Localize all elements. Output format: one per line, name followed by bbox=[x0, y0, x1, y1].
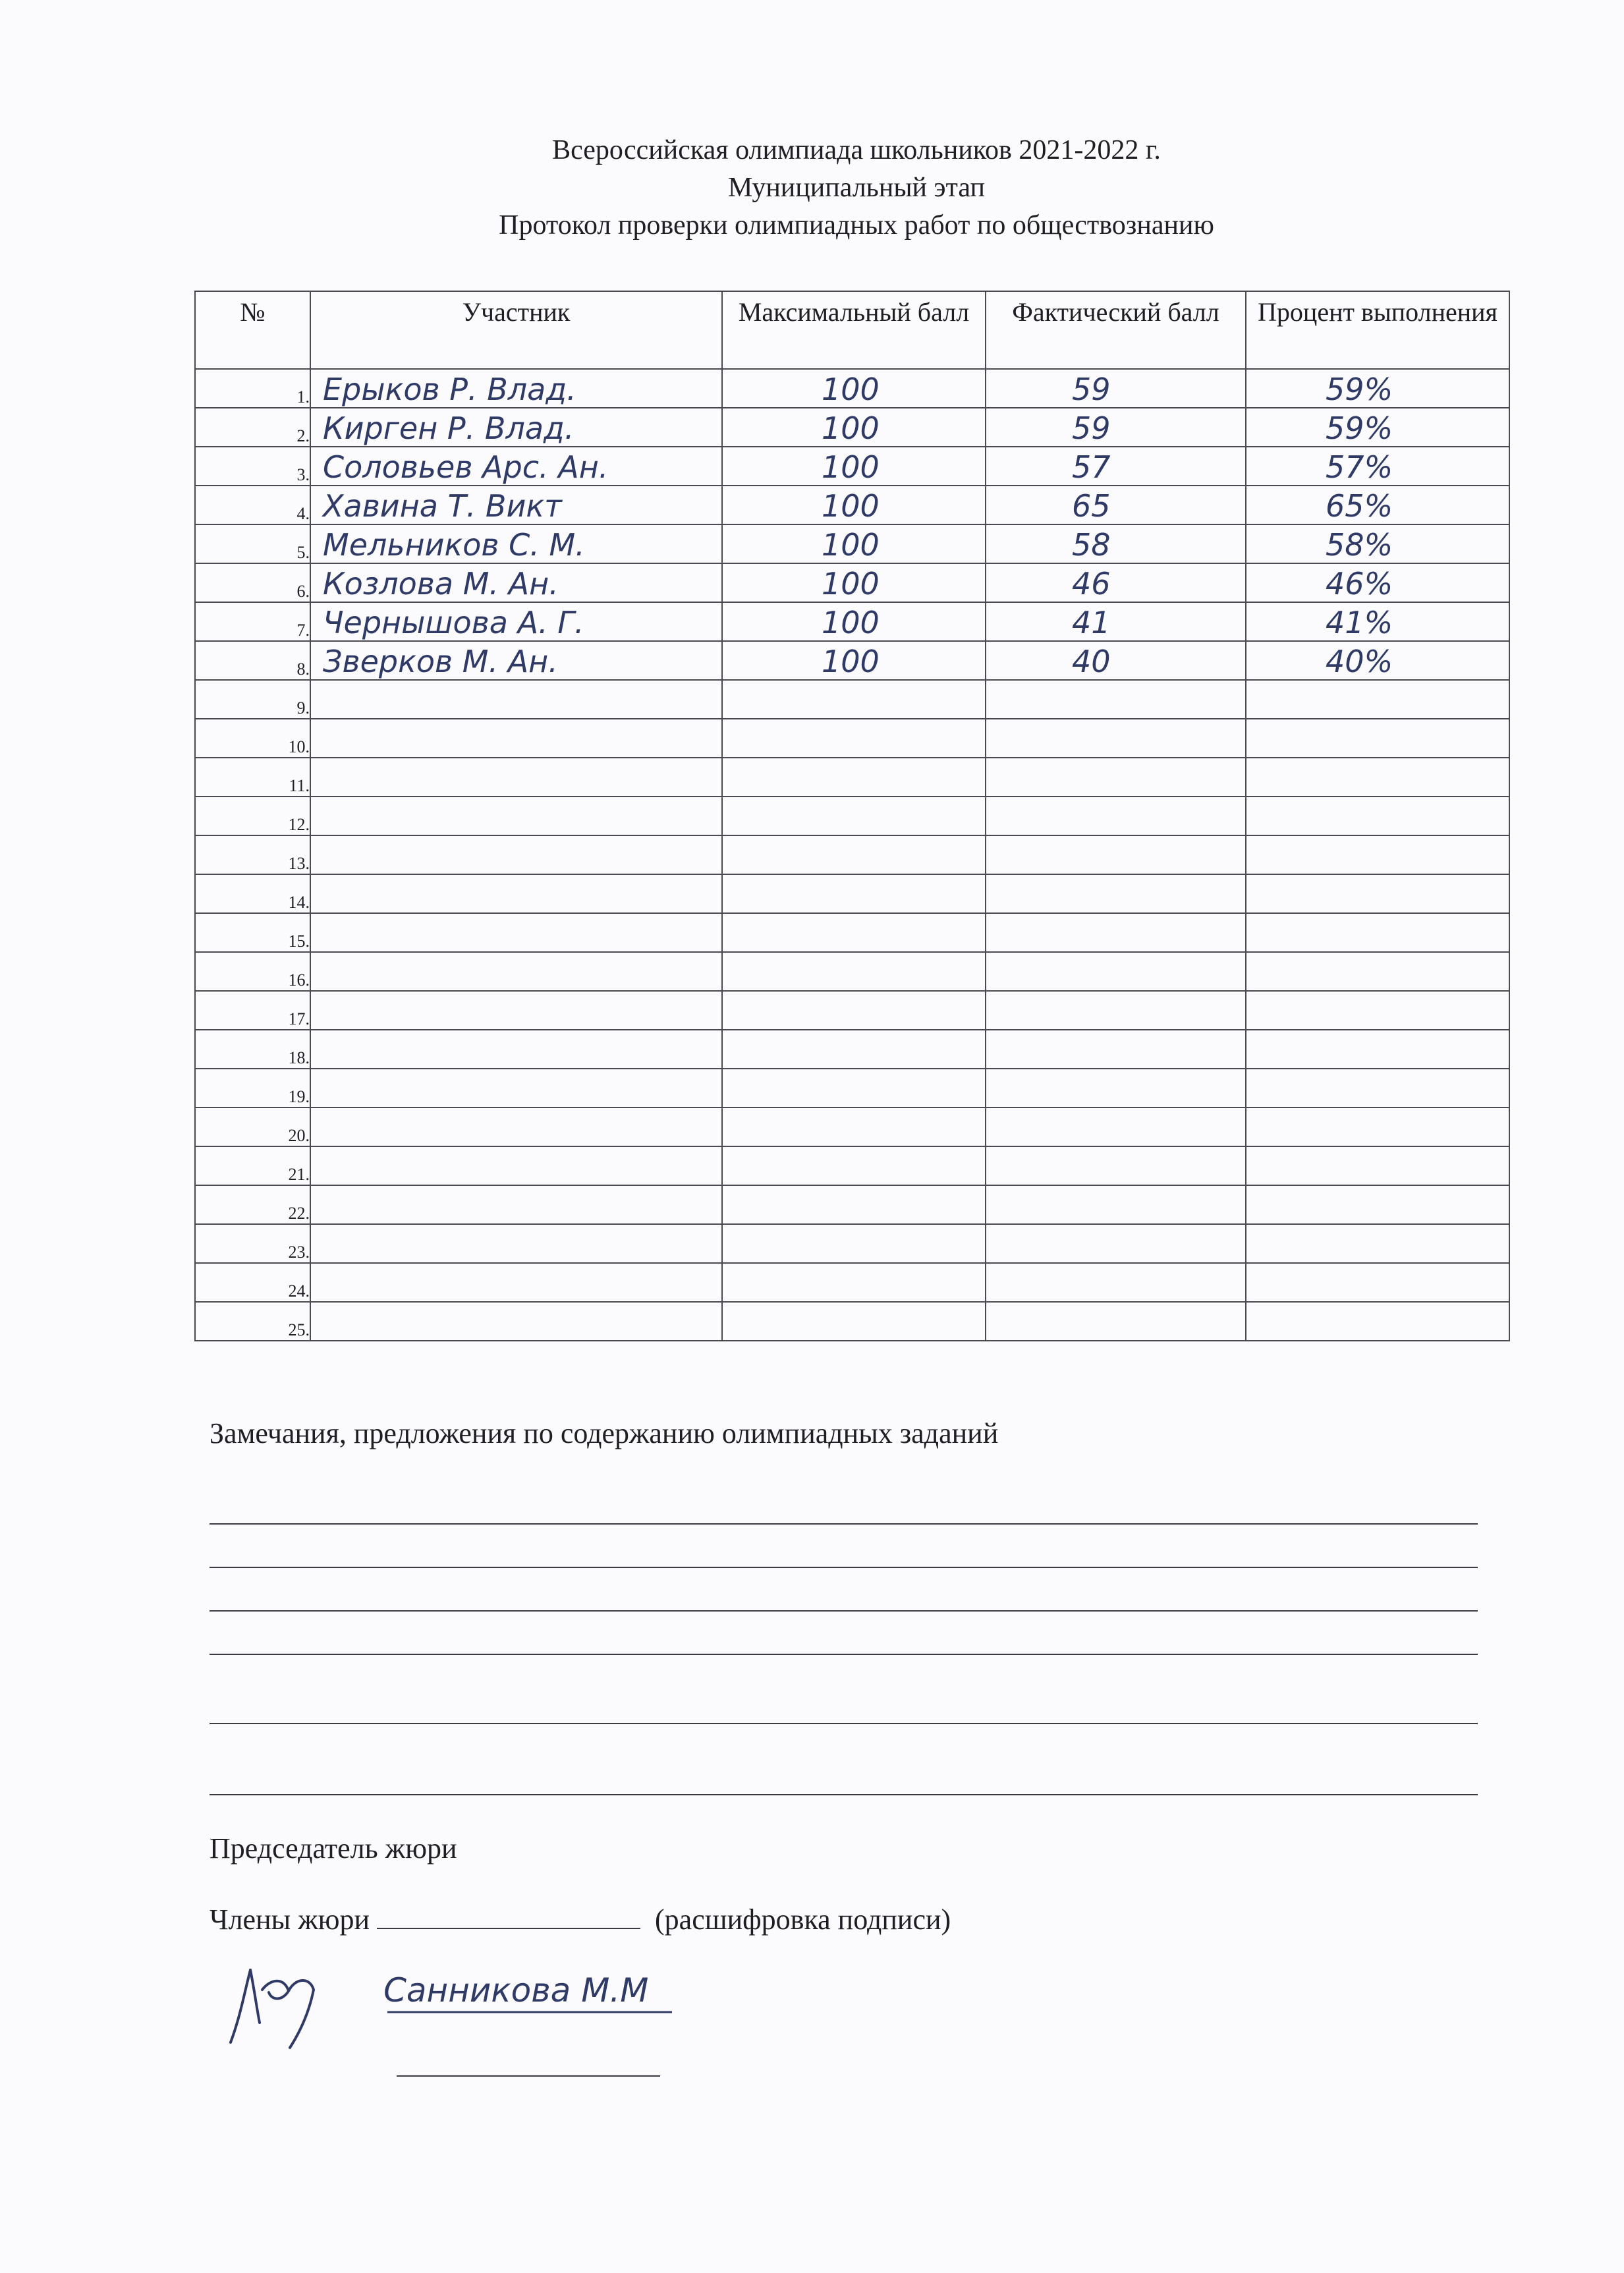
row-number-cell: 24. bbox=[195, 1263, 310, 1302]
actual-score-cell bbox=[986, 369, 1246, 408]
max-score: 100 bbox=[822, 449, 880, 485]
percent-complete-cell bbox=[1246, 1302, 1509, 1341]
participant-name-cell bbox=[310, 797, 722, 835]
table-row bbox=[195, 1030, 1509, 1069]
max-score: 100 bbox=[822, 527, 880, 563]
jury-members-label: Члены жюри bbox=[210, 1903, 370, 1936]
max-score-cell bbox=[722, 1302, 986, 1341]
participant-name-cell bbox=[310, 563, 722, 602]
participant-name: Чернышова А. Г. bbox=[323, 605, 584, 640]
table-row bbox=[195, 758, 1509, 797]
row-number-cell: 21. bbox=[195, 1146, 310, 1185]
percent-complete-cell bbox=[1246, 641, 1509, 680]
table-row bbox=[195, 524, 1509, 563]
participant-name: Ерыков Р. Влад. bbox=[323, 372, 576, 407]
max-score-cell bbox=[722, 913, 986, 952]
max-score-cell bbox=[722, 1030, 986, 1069]
participant-name-cell bbox=[310, 641, 722, 680]
participant-name-cell bbox=[310, 1302, 722, 1341]
percent-complete-cell bbox=[1246, 1069, 1509, 1108]
max-score-cell bbox=[722, 680, 986, 719]
participant-name: Козлова М. Ан. bbox=[323, 566, 559, 602]
participant-name: Зверков М. Ан. bbox=[323, 644, 558, 679]
max-score-cell bbox=[722, 719, 986, 758]
participant-name-cell bbox=[310, 1030, 722, 1069]
table-row bbox=[195, 1069, 1509, 1108]
max-score-cell bbox=[722, 1069, 986, 1108]
row-number-cell: 3. bbox=[195, 447, 310, 486]
percent-complete-cell bbox=[1246, 408, 1509, 447]
max-score: 100 bbox=[822, 372, 880, 407]
actual-score-cell bbox=[986, 913, 1246, 952]
max-score-cell bbox=[722, 758, 986, 797]
signature-name-text: Санникова М.М bbox=[383, 1971, 649, 2009]
max-score-cell bbox=[722, 952, 986, 991]
col-header-percent: Процент выполнения bbox=[1246, 291, 1509, 369]
max-score-cell bbox=[722, 991, 986, 1030]
actual-score-cell bbox=[986, 1263, 1246, 1302]
remarks-line bbox=[210, 1794, 1478, 1795]
table-row bbox=[195, 1185, 1509, 1224]
row-number-cell: 4. bbox=[195, 486, 310, 524]
actual-score: 46 bbox=[1072, 566, 1111, 602]
signature-decoding-label: (расшифровка подписи) bbox=[655, 1903, 951, 1936]
percent-complete-cell bbox=[1246, 758, 1509, 797]
participant-name-cell bbox=[310, 1263, 722, 1302]
table-row bbox=[195, 602, 1509, 641]
participant-name-cell bbox=[310, 913, 722, 952]
percent-complete: 59% bbox=[1326, 410, 1393, 446]
percent-complete-cell bbox=[1246, 602, 1509, 641]
actual-score-cell bbox=[986, 1302, 1246, 1341]
col-header-actual-score: Фактический балл bbox=[986, 291, 1246, 369]
participant-name-cell bbox=[310, 1108, 722, 1146]
row-number-cell: 7. bbox=[195, 602, 310, 641]
participant-name: Хавина Т. Викт bbox=[323, 488, 562, 524]
participant-name-cell bbox=[310, 369, 722, 408]
participant-name-cell bbox=[310, 1185, 722, 1224]
col-header-participant: Участник bbox=[310, 291, 722, 369]
percent-complete-cell bbox=[1246, 1185, 1509, 1224]
row-number-cell: 18. bbox=[195, 1030, 310, 1069]
actual-score-cell bbox=[986, 408, 1246, 447]
participant-name-cell bbox=[310, 680, 722, 719]
participant-name-cell bbox=[310, 1224, 722, 1263]
table-row bbox=[195, 835, 1509, 874]
remarks-line bbox=[210, 1723, 1478, 1724]
percent-complete: 58% bbox=[1326, 527, 1393, 563]
actual-score-cell bbox=[986, 1069, 1246, 1108]
percent-complete-cell bbox=[1246, 369, 1509, 408]
percent-complete: 40% bbox=[1326, 644, 1393, 679]
table-row bbox=[195, 1263, 1509, 1302]
remarks-line bbox=[210, 1523, 1478, 1525]
max-score-cell bbox=[722, 1224, 986, 1263]
table-row bbox=[195, 1224, 1509, 1263]
table-row bbox=[195, 447, 1509, 486]
handwritten-signature bbox=[211, 1944, 712, 2049]
participant-name: Мельников С. М. bbox=[323, 527, 585, 563]
row-number-cell: 19. bbox=[195, 1069, 310, 1108]
max-score-cell bbox=[722, 447, 986, 486]
actual-score-cell bbox=[986, 680, 1246, 719]
actual-score: 40 bbox=[1072, 644, 1111, 679]
percent-complete-cell bbox=[1246, 797, 1509, 835]
percent-complete-cell bbox=[1246, 952, 1509, 991]
participant-name-cell bbox=[310, 758, 722, 797]
table-row bbox=[195, 563, 1509, 602]
participant-name-cell bbox=[310, 524, 722, 563]
table-row bbox=[195, 408, 1509, 447]
max-score: 100 bbox=[822, 410, 880, 446]
table-row bbox=[195, 486, 1509, 524]
percent-complete-cell bbox=[1246, 563, 1509, 602]
max-score-cell bbox=[722, 641, 986, 680]
max-score-cell bbox=[722, 486, 986, 524]
max-score-cell bbox=[722, 1108, 986, 1146]
table-row bbox=[195, 913, 1509, 952]
percent-complete-cell bbox=[1246, 874, 1509, 913]
max-score-cell bbox=[722, 602, 986, 641]
row-number-cell: 20. bbox=[195, 1108, 310, 1146]
title-olympiad: Всероссийская олимпиада школьников 2021-2022 г. bbox=[552, 135, 1161, 165]
table-header-row bbox=[195, 291, 1509, 369]
actual-score-cell bbox=[986, 835, 1246, 874]
document-header bbox=[0, 132, 1624, 244]
col-header-number: № bbox=[195, 291, 310, 369]
actual-score: 57 bbox=[1072, 449, 1111, 485]
table-row bbox=[195, 874, 1509, 913]
participant-name-cell bbox=[310, 602, 722, 641]
percent-complete-cell bbox=[1246, 991, 1509, 1030]
percent-complete-cell bbox=[1246, 447, 1509, 486]
remarks-line bbox=[210, 1610, 1478, 1612]
max-score-cell bbox=[722, 524, 986, 563]
jury-members-line bbox=[210, 1903, 951, 1936]
actual-score-cell bbox=[986, 1030, 1246, 1069]
participant-name-cell bbox=[310, 719, 722, 758]
actual-score-cell bbox=[986, 524, 1246, 563]
actual-score-cell bbox=[986, 563, 1246, 602]
actual-score: 58 bbox=[1072, 527, 1111, 563]
percent-complete-cell bbox=[1246, 524, 1509, 563]
actual-score-cell bbox=[986, 952, 1246, 991]
participant-name: Кирген Р. Влад. bbox=[323, 410, 574, 446]
percent-complete-cell bbox=[1246, 1224, 1509, 1263]
percent-complete-cell bbox=[1246, 1108, 1509, 1146]
row-number-cell: 23. bbox=[195, 1224, 310, 1263]
table-row bbox=[195, 369, 1509, 408]
participant-name-cell bbox=[310, 991, 722, 1030]
remarks-line bbox=[210, 1654, 1478, 1655]
max-score-cell bbox=[722, 797, 986, 835]
max-score: 100 bbox=[822, 644, 880, 679]
row-number-cell: 22. bbox=[195, 1185, 310, 1224]
table-row bbox=[195, 680, 1509, 719]
participant-name: Соловьев Арс. Ан. bbox=[323, 449, 609, 485]
results-table bbox=[194, 291, 1510, 1341]
max-score-cell bbox=[722, 408, 986, 447]
table-row bbox=[195, 1146, 1509, 1185]
participant-name-cell bbox=[310, 1146, 722, 1185]
actual-score: 59 bbox=[1072, 372, 1111, 407]
actual-score-cell bbox=[986, 641, 1246, 680]
row-number-cell: 11. bbox=[195, 758, 310, 797]
max-score-cell bbox=[722, 1185, 986, 1224]
percent-complete-cell bbox=[1246, 913, 1509, 952]
row-number-cell: 25. bbox=[195, 1302, 310, 1341]
row-number-cell: 12. bbox=[195, 797, 310, 835]
actual-score-cell bbox=[986, 602, 1246, 641]
row-number-cell: 10. bbox=[195, 719, 310, 758]
row-number-cell: 15. bbox=[195, 913, 310, 952]
title-protocol: Протокол проверки олимпиадных работ по обществознанию bbox=[499, 210, 1214, 240]
participant-name-cell bbox=[310, 447, 722, 486]
percent-complete-cell bbox=[1246, 1263, 1509, 1302]
remarks-line bbox=[210, 1567, 1478, 1568]
participant-name-cell bbox=[310, 486, 722, 524]
participant-name-cell bbox=[310, 874, 722, 913]
table-row bbox=[195, 719, 1509, 758]
actual-score-cell bbox=[986, 991, 1246, 1030]
actual-score-cell bbox=[986, 1185, 1246, 1224]
table-row bbox=[195, 1302, 1509, 1341]
row-number-cell: 1. bbox=[195, 369, 310, 408]
max-score-cell bbox=[722, 1146, 986, 1185]
row-number-cell: 17. bbox=[195, 991, 310, 1030]
percent-complete-cell bbox=[1246, 719, 1509, 758]
percent-complete-cell bbox=[1246, 680, 1509, 719]
actual-score-cell bbox=[986, 797, 1246, 835]
actual-score-cell bbox=[986, 719, 1246, 758]
actual-score-cell bbox=[986, 874, 1246, 913]
percent-complete: 65% bbox=[1326, 488, 1393, 524]
percent-complete: 57% bbox=[1326, 449, 1393, 485]
percent-complete: 59% bbox=[1326, 372, 1393, 407]
percent-complete: 46% bbox=[1326, 566, 1393, 602]
col-header-max-score: Максимальный балл bbox=[722, 291, 986, 369]
row-number-cell: 8. bbox=[195, 641, 310, 680]
row-number-cell: 6. bbox=[195, 563, 310, 602]
max-score: 100 bbox=[822, 488, 880, 524]
percent-complete-cell bbox=[1246, 1030, 1509, 1069]
max-score-cell bbox=[722, 835, 986, 874]
row-number-cell: 2. bbox=[195, 408, 310, 447]
participant-name-cell bbox=[310, 952, 722, 991]
table-row bbox=[195, 1108, 1509, 1146]
row-number-cell: 9. bbox=[195, 680, 310, 719]
percent-complete-cell bbox=[1246, 835, 1509, 874]
percent-complete-cell bbox=[1246, 1146, 1509, 1185]
jury-chair-label: Председатель жюри bbox=[210, 1832, 457, 1865]
actual-score-cell bbox=[986, 486, 1246, 524]
percent-complete-cell bbox=[1246, 486, 1509, 524]
actual-score-cell bbox=[986, 1146, 1246, 1185]
table-row bbox=[195, 641, 1509, 680]
max-score: 100 bbox=[822, 566, 880, 602]
percent-complete: 41% bbox=[1326, 605, 1393, 640]
participant-name-cell bbox=[310, 1069, 722, 1108]
max-score-cell bbox=[722, 563, 986, 602]
table-row bbox=[195, 797, 1509, 835]
remarks-label: Замечания, предложения по содержанию олимпиадных заданий bbox=[210, 1417, 999, 1449]
actual-score: 41 bbox=[1072, 605, 1111, 640]
max-score-cell bbox=[722, 369, 986, 408]
participant-name-cell bbox=[310, 835, 722, 874]
table-row bbox=[195, 952, 1509, 991]
actual-score-cell bbox=[986, 758, 1246, 797]
row-number-cell: 5. bbox=[195, 524, 310, 563]
row-number-cell: 14. bbox=[195, 874, 310, 913]
participant-name-cell bbox=[310, 408, 722, 447]
actual-score-cell bbox=[986, 1108, 1246, 1146]
max-score-cell bbox=[722, 1263, 986, 1302]
max-score: 100 bbox=[822, 605, 880, 640]
signature-blank bbox=[377, 1904, 640, 1929]
row-number-cell: 16. bbox=[195, 952, 310, 991]
row-number-cell: 13. bbox=[195, 835, 310, 874]
actual-score: 59 bbox=[1072, 410, 1111, 446]
actual-score-cell bbox=[986, 1224, 1246, 1263]
table-row bbox=[195, 991, 1509, 1030]
actual-score-cell bbox=[986, 447, 1246, 486]
signature-blank-2 bbox=[397, 2075, 660, 2077]
actual-score: 65 bbox=[1072, 488, 1111, 524]
max-score-cell bbox=[722, 874, 986, 913]
title-stage: Муниципальный этап bbox=[728, 173, 985, 203]
